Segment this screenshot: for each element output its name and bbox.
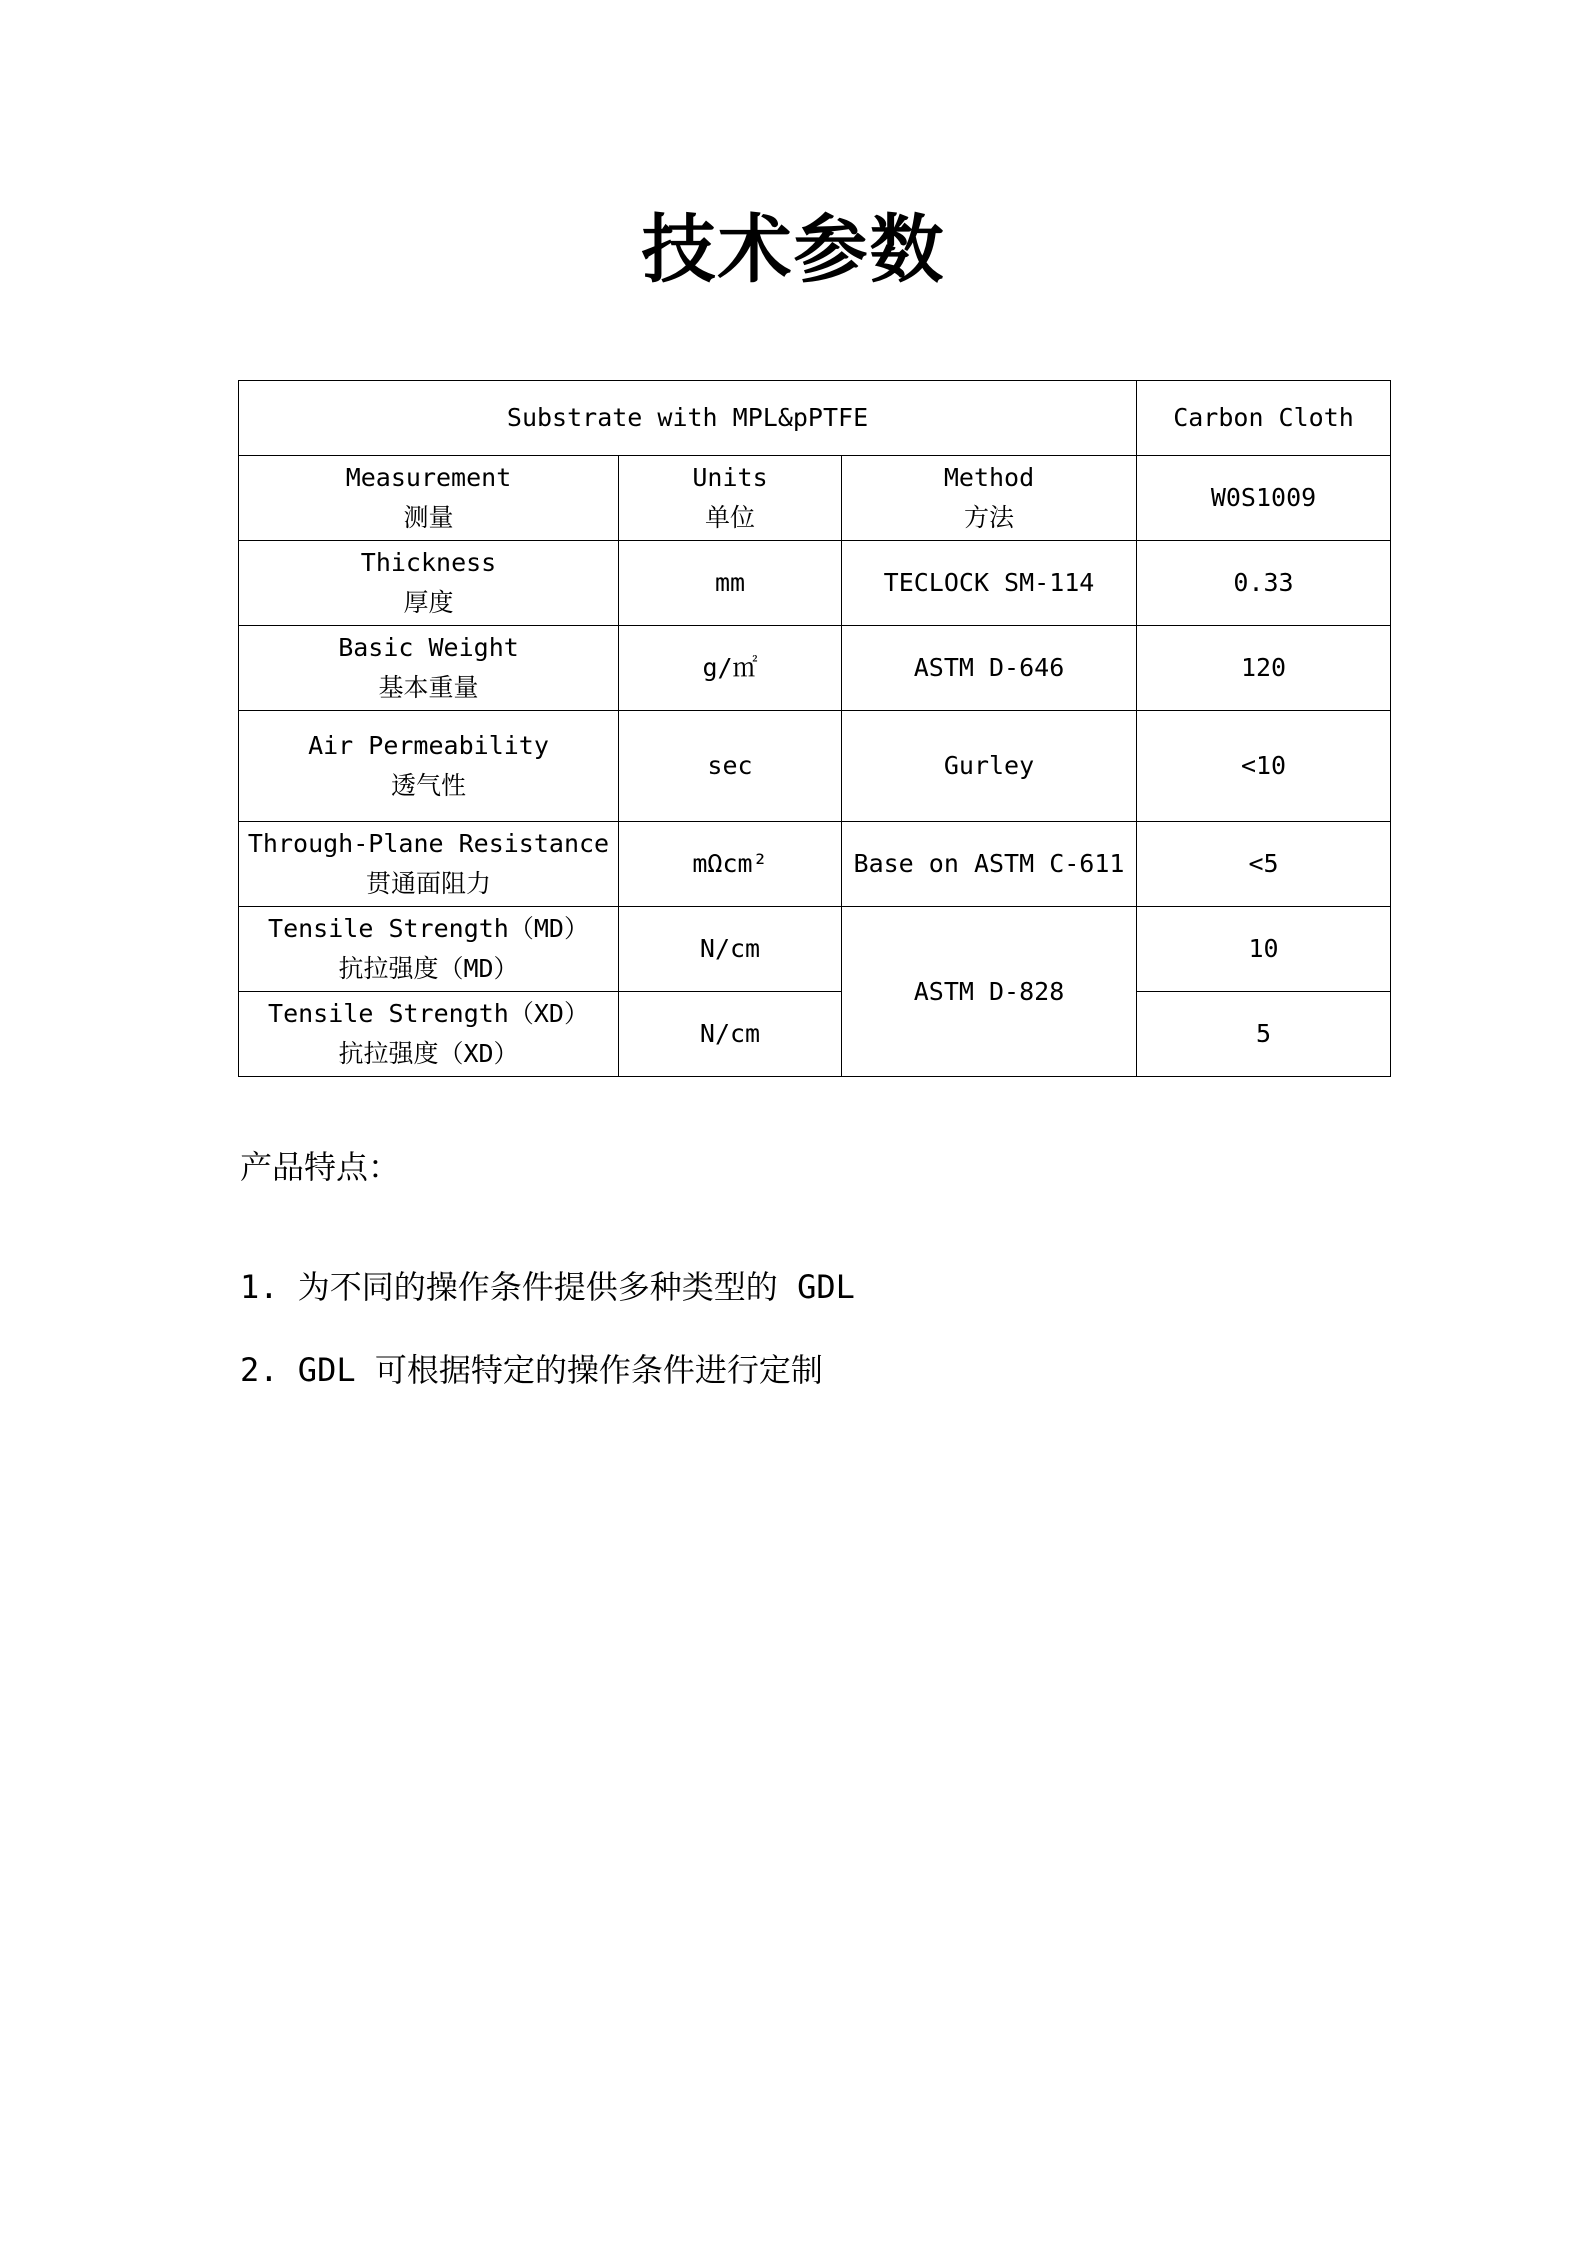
product-header: Carbon Cloth — [1137, 381, 1391, 456]
table-header-row — [239, 381, 1391, 456]
row-label-zh: 基本重量 — [378, 673, 479, 702]
row-value: <10 — [1137, 711, 1391, 822]
units-header-zh: 单位 — [704, 503, 755, 532]
substrate-header: Substrate with MPL&pPTFE — [239, 381, 1137, 456]
table-row — [239, 907, 1391, 992]
row-label — [239, 541, 619, 626]
units-header — [619, 456, 842, 541]
row-unit: g/㎡ — [619, 626, 842, 711]
units-header-en: Units — [692, 463, 768, 492]
row-label-en: Through-Plane Resistance — [247, 829, 610, 858]
row-label — [239, 626, 619, 711]
row-label — [239, 992, 619, 1077]
row-label — [239, 907, 619, 992]
row-label-zh: 抗拉强度（XD） — [338, 1039, 519, 1068]
model-header: W0S1009 — [1137, 456, 1391, 541]
row-value: 10 — [1137, 907, 1391, 992]
table-row — [239, 711, 1391, 822]
feature-item: 2. GDL 可根据特定的操作条件进行定制 — [240, 1351, 823, 1389]
row-label — [239, 822, 619, 907]
row-unit: N/cm — [619, 992, 842, 1077]
features-heading: 产品特点： — [240, 1148, 401, 1186]
table-row — [239, 992, 1391, 1077]
column-header-row — [239, 456, 1391, 541]
row-label-zh: 贯通面阻力 — [365, 869, 491, 898]
row-unit: mΩcm² — [619, 822, 842, 907]
row-unit: N/cm — [619, 907, 842, 992]
table-row — [239, 626, 1391, 711]
row-label-en: Tensile Strength（MD） — [268, 914, 589, 943]
row-method: TECLOCK SM-114 — [842, 541, 1137, 626]
row-value: 0.33 — [1137, 541, 1391, 626]
row-method: Base on ASTM C-611 — [842, 822, 1137, 907]
method-header — [842, 456, 1137, 541]
measurement-header — [239, 456, 619, 541]
row-method: Gurley — [842, 711, 1137, 822]
row-method-merged: ASTM D-828 — [842, 907, 1137, 1077]
row-label-zh: 透气性 — [390, 771, 466, 800]
method-header-zh: 方法 — [964, 503, 1015, 532]
feature-item: 1. 为不同的操作条件提供多种类型的 GDL — [240, 1268, 855, 1306]
row-label-en: Air Permeability — [308, 731, 549, 760]
measurement-header-en: Measurement — [345, 463, 512, 492]
row-label-en: Basic Weight — [338, 633, 519, 662]
row-label-en: Tensile Strength（XD） — [268, 999, 589, 1028]
row-label-zh: 抗拉强度（MD） — [338, 954, 519, 983]
row-unit: sec — [619, 711, 842, 822]
row-method: ASTM D-646 — [842, 626, 1137, 711]
row-unit: mm — [619, 541, 842, 626]
table-row — [239, 822, 1391, 907]
row-value: 5 — [1137, 992, 1391, 1077]
spec-table — [238, 380, 1391, 1077]
row-label — [239, 711, 619, 822]
table-row — [239, 541, 1391, 626]
measurement-header-zh: 测量 — [403, 503, 454, 532]
method-header-en: Method — [943, 463, 1035, 492]
row-label-en: Thickness — [360, 548, 497, 577]
row-label-zh: 厚度 — [403, 588, 454, 617]
row-value: 120 — [1137, 626, 1391, 711]
row-value: <5 — [1137, 822, 1391, 907]
page-title: 技术参数 — [641, 207, 946, 293]
